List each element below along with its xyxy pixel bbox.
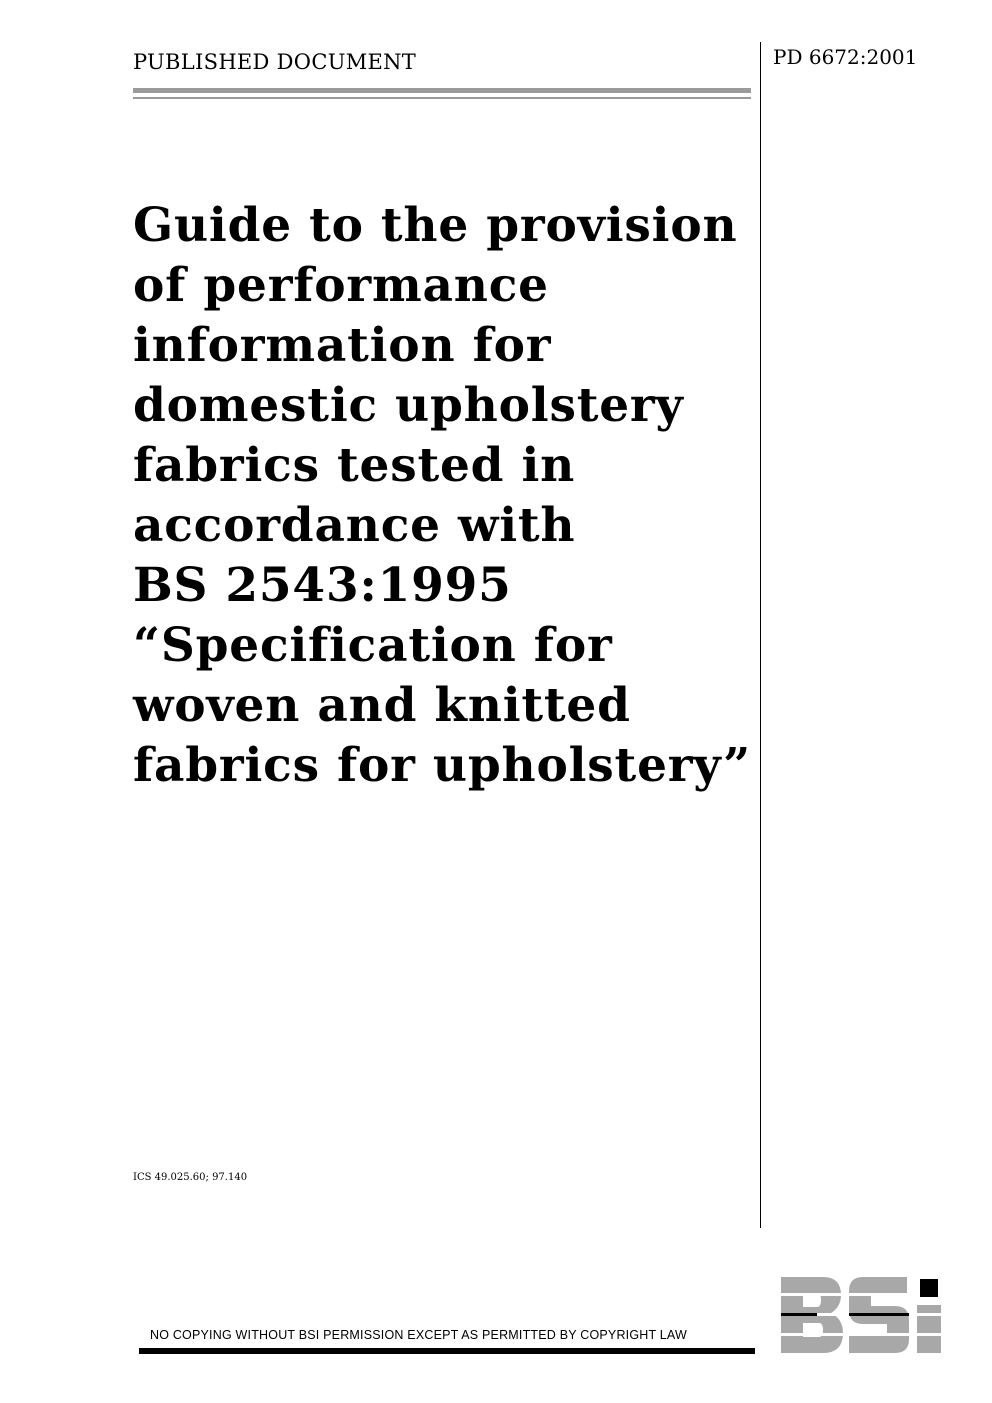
title-line: Guide to the provision [133, 198, 738, 253]
title-line: information for [133, 318, 552, 373]
title-line: of performance [133, 258, 549, 313]
header-rule-thick [133, 88, 751, 93]
footer-rule [139, 1348, 755, 1354]
title-line: domestic upholstery [133, 378, 684, 433]
title-line: BS 2543:1995 [133, 558, 512, 613]
header-rule-thin [133, 97, 751, 99]
title-line: “Specification for [133, 618, 613, 673]
document-number: PD 6672:2001 [773, 45, 918, 69]
published-document-label: PUBLISHED DOCUMENT [133, 50, 417, 74]
copyright-notice: NO COPYING WITHOUT BSI PERMISSION EXCEPT AS PERMITTED BY COPYRIGHT LAW [150, 1328, 688, 1342]
title-line: woven and knitted [133, 678, 631, 733]
title-line: fabrics for upholstery” [133, 738, 751, 793]
bsi-logo-icon [779, 1275, 957, 1355]
title-line: accordance with [133, 498, 576, 553]
vertical-divider [760, 42, 761, 1228]
document-title [133, 196, 753, 796]
title-line: fabrics tested in [133, 438, 576, 493]
ics-code: ICS 49.025.60; 97.140 [133, 1172, 248, 1183]
